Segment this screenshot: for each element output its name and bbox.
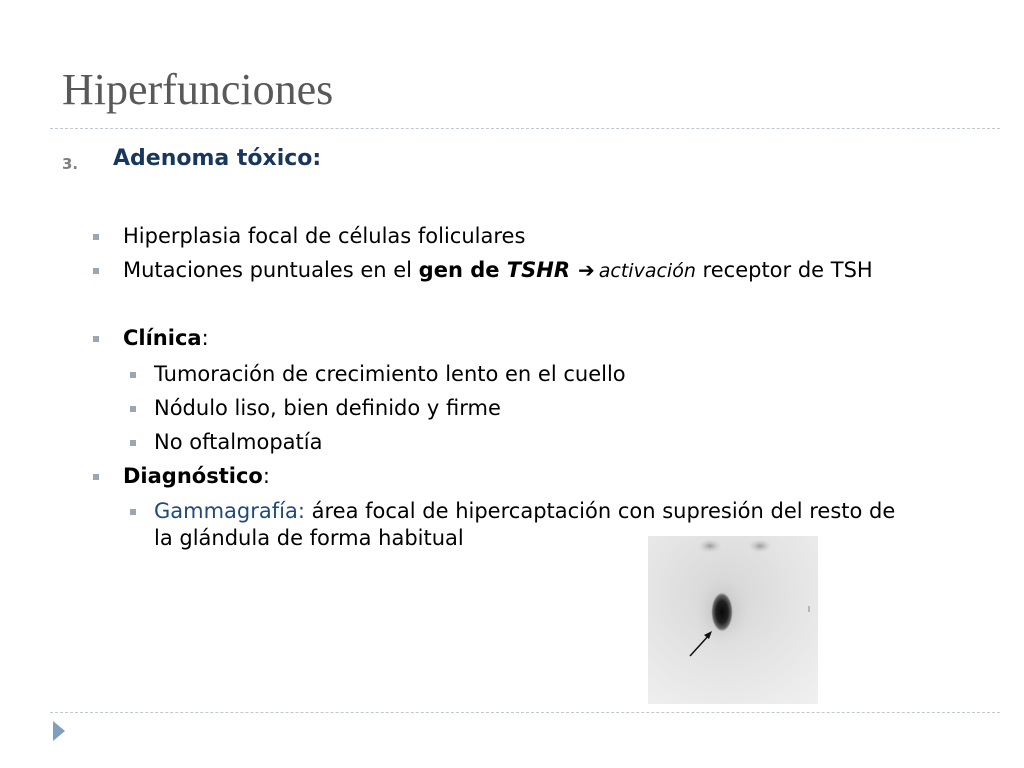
- clinica-colon: :: [201, 326, 209, 350]
- clinica-item-text: Nódulo liso, bien definido y firme: [154, 396, 501, 420]
- slide-title: Hiperfunciones: [62, 65, 334, 114]
- tshr-gene-text: TSHR: [506, 258, 570, 282]
- clinica-item: [154, 395, 501, 422]
- bullet-marker: [93, 268, 99, 274]
- footer-divider: [50, 712, 1000, 713]
- bullet-marker: [130, 509, 136, 515]
- mutaciones-prefix: Mutaciones puntuales en el: [123, 258, 419, 282]
- gen-de-text: gen de: [418, 258, 507, 282]
- bullet-hiperplasia-text: Hiperplasia focal de células foliculares: [123, 224, 526, 248]
- section-number: 3.: [62, 155, 79, 173]
- bullet-mutaciones: [123, 257, 873, 284]
- gammagrafia-line1: área focal de hipercaptación con supresión del resto de: [304, 499, 896, 523]
- play-next-icon[interactable]: [52, 720, 66, 742]
- title-divider: [50, 128, 1000, 129]
- bullet-marker: [93, 474, 99, 480]
- clinica-item: [154, 429, 322, 456]
- clinica-item-text: No oftalmopatía: [154, 430, 323, 454]
- gammagrafia-line2: la glándula de forma habitual: [154, 526, 464, 551]
- diagnostico-label: Diagnóstico: [123, 464, 263, 488]
- bullet-marker: [93, 336, 99, 342]
- bullet-diagnostico: [123, 463, 270, 490]
- bullet-marker: [130, 440, 136, 446]
- activacion-text: activación: [598, 260, 696, 282]
- bullet-hiperplasia: [123, 223, 525, 250]
- section-heading: Adenoma tóxico:: [113, 146, 322, 171]
- clinica-label: Clínica: [123, 326, 202, 350]
- clinica-item-text: Tumoración de crecimiento lento en el cuello: [154, 362, 626, 386]
- mutaciones-suffix: receptor de TSH: [695, 258, 873, 282]
- clinica-item: [154, 361, 626, 388]
- bullet-marker: [130, 372, 136, 378]
- diagnostico-colon: :: [262, 464, 270, 488]
- thyroid-scintigraphy-image: [648, 536, 818, 704]
- bullet-marker: [93, 234, 99, 240]
- bullet-clinica: [123, 325, 209, 352]
- gammagrafia-label: Gammagrafía:: [154, 499, 305, 523]
- right-arrow-icon: ➔: [578, 258, 595, 282]
- bullet-marker: [130, 406, 136, 412]
